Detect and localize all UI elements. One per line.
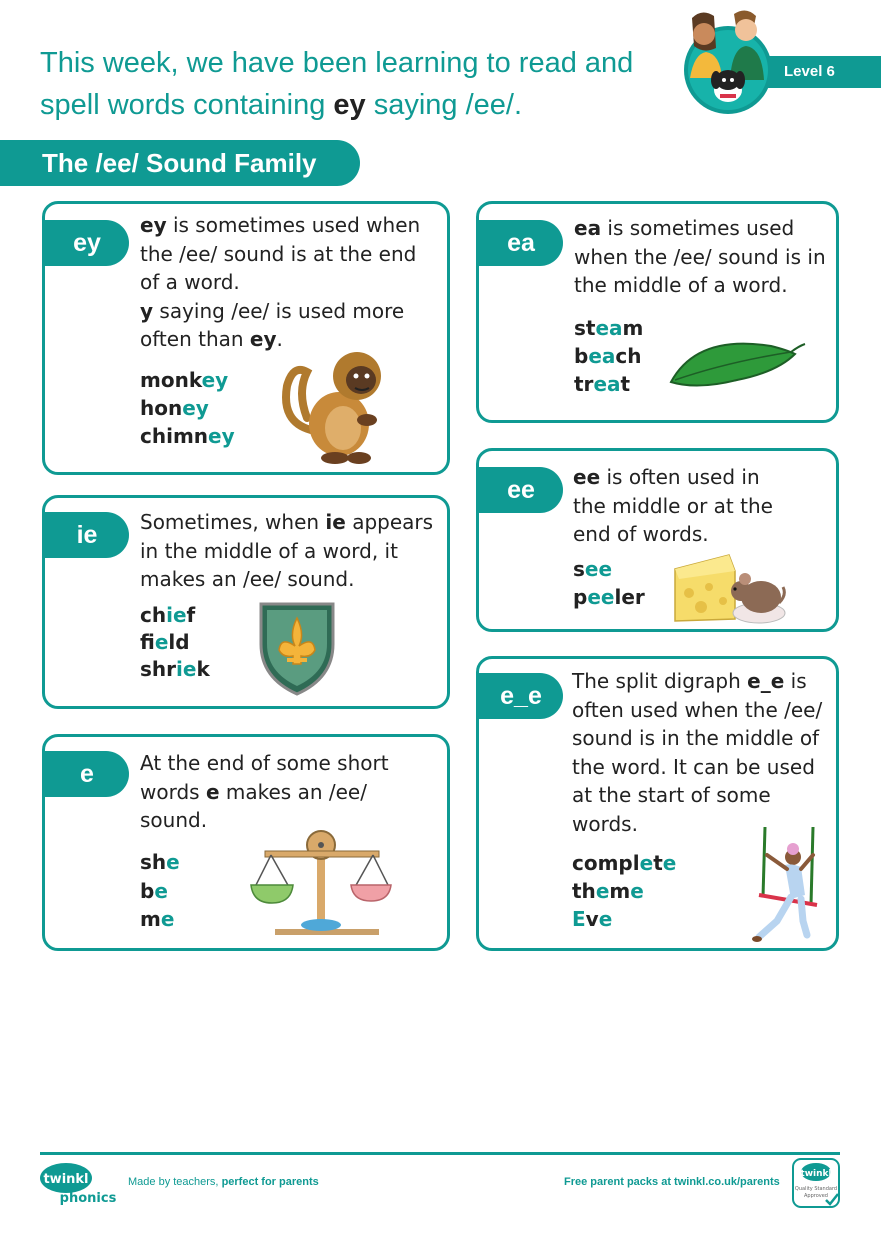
intro-line-2-pre: spell words containing [40,89,334,121]
word-item: treat [574,372,631,396]
card-ee [476,448,839,632]
card-ey-desc-bold-1: ey [140,213,167,237]
card-e-e-desc-text-1: The split digraph [572,669,748,693]
card-ie-desc-bold-1: ie [325,510,346,534]
word-item: me [140,907,175,931]
card-e-e [476,656,839,951]
card-e-e-word-list [572,849,676,933]
card-ie [42,495,450,709]
section-title: The /ee/ Sound Family [0,140,360,186]
intro-line-2-bold: ey [333,89,366,121]
footer-tagline [128,1176,319,1188]
svg-text:Quality Standard: Quality Standard [794,1186,838,1192]
level-badge: Level 6 [768,56,881,88]
intro-text [40,42,680,126]
footer-parent-packs-link[interactable]: Free parent packs at twinkl.co.uk/parents [564,1176,780,1188]
card-ie-desc-text-1: Sometimes, when [140,510,326,534]
card-e-desc-text-1: At the end of some short words [140,751,389,804]
card-ey-tag: ey [45,220,129,266]
word-item: field [140,630,190,654]
word-item: shriek [140,657,210,681]
quality-standard-badge-icon [792,1158,840,1208]
card-ie-tag: ie [45,512,129,558]
card-e-e-tag: e_e [479,673,563,719]
word-item: beach [574,344,642,368]
word-item: complete [572,851,677,875]
card-ea-desc-bold-1: ea [574,216,602,240]
card-ey-description [140,211,440,354]
svg-text:Approved: Approved [804,1193,828,1199]
card-e-description [140,749,425,835]
word-item: she [140,850,180,874]
card-ee-tag: ee [479,467,563,513]
footer-tagline-bold: perfect for parents [221,1176,319,1188]
word-item: chimney [140,424,235,448]
footer-tagline-text: Made by teachers, [128,1176,222,1188]
shield-icon [257,600,337,696]
svg-text:phonics: phonics [59,1191,116,1206]
card-ey-desc-text-2: saying /ee/ is used more often than [140,298,405,351]
card-e-desc-text-2: makes an /ee/ sound. [140,779,367,832]
intro-line-1: This week, we have been learning to read and [40,47,634,79]
trapeze-artist-icon [741,825,821,945]
word-item: steam [574,316,644,340]
card-ie-desc-text-2: appears in the middle of a word, it makes an /ee/ sound. [140,510,434,591]
twinkl-phonics-logo [40,1162,116,1208]
card-e [42,734,450,951]
scales-icon [245,829,393,937]
card-ee-desc-text-1: is often used in the middle or at the end of words. [573,465,773,546]
card-ea-tag: ea [479,220,563,266]
card-ea [476,201,839,423]
card-ey-word-list [140,366,235,450]
card-ee-word-list [573,555,645,611]
intro-line-2 [40,84,680,126]
card-ee-desc-bold-1: ee [573,465,601,489]
word-item: honey [140,396,209,420]
card-ey-desc-bold-3: ey [249,327,277,351]
card-ey-desc-bold-2: y [140,298,154,323]
word-item: theme [572,879,644,903]
card-ie-description [140,508,445,594]
word-item: monkey [140,368,229,392]
card-e-word-list [140,848,180,934]
card-e-e-description [572,667,834,838]
intro-line-2-post: saying /ee/. [365,89,523,121]
card-ie-word-list [140,602,210,683]
card-ee-description [573,463,793,549]
card-ey-desc-text-1: is sometimes used when the /ee/ sound is at the end of a word. [140,213,421,294]
card-ea-desc-text-1: is sometimes used when the /ee/ sound is in the middle of a word. [574,216,826,297]
footer-divider [40,1152,840,1155]
card-ea-description [574,214,836,300]
card-e-e-desc-text-2: is often used when the /ee/ sound is in the middle of the word. It can be used at the start of some words. [572,669,823,836]
word-item: be [140,878,168,903]
word-item: peeler [573,585,645,609]
svg-text:twinkl: twinkl [43,1172,89,1187]
card-ea-word-list [574,314,643,398]
card-e-e-desc-bold-1: e_e [747,669,785,693]
word-item: see [573,557,613,581]
word-item: Eve [572,907,613,931]
leaf-icon [667,332,807,392]
card-ey-desc-text-3: . [276,327,283,351]
svg-text:twinkl: twinkl [800,1169,832,1179]
cheese-and-mouse-icon [671,551,787,627]
children-and-dog-illustration [680,8,776,116]
word-item: chief [140,603,196,627]
monkey-icon [277,342,397,468]
card-ey [42,201,450,475]
card-e-tag: e [45,751,129,797]
card-e-desc-bold-1: e [205,779,220,804]
